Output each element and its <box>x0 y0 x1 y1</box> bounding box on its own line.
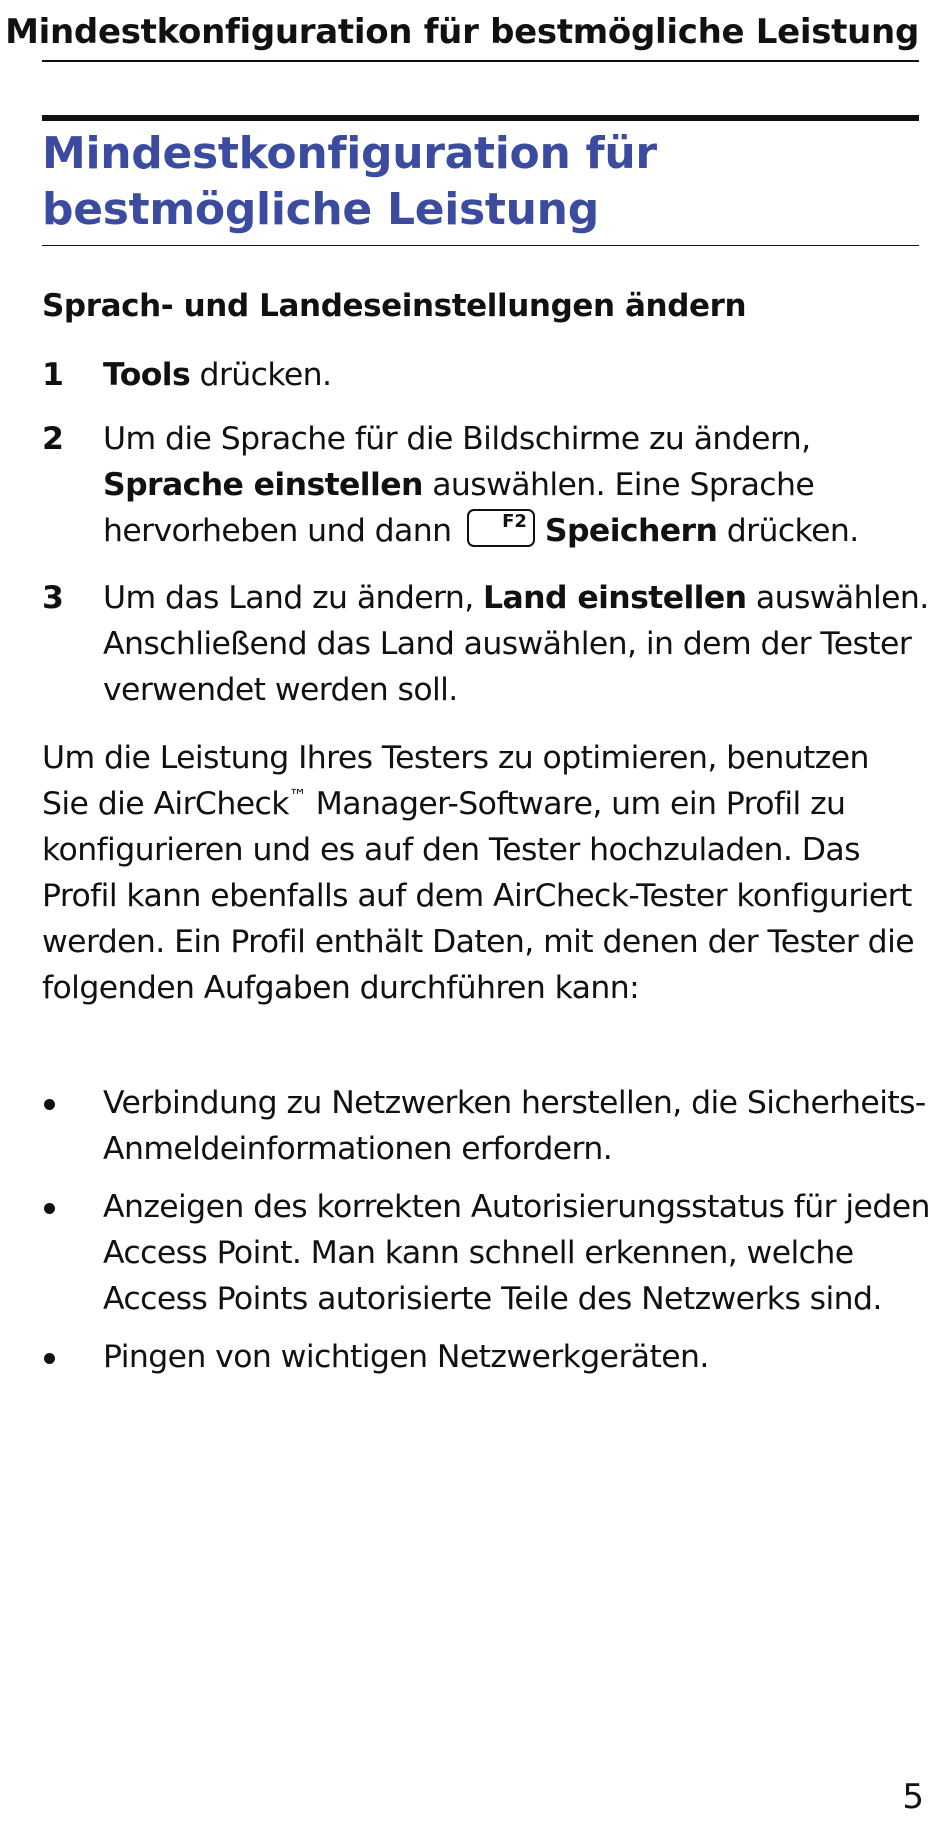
f2-key-icon <box>467 509 535 547</box>
paragraph-text: Manager-Software, um ein Profil zu konfigurieren und es auf den Tester hochzuladen. Das Profil kann ebenfalls auf dem AirCheck-Tester konfiguriert werden. Ein Profil enthält Daten, mit denen der Tester die folgenden Aufgaben durchführen kann: <box>42 786 915 1006</box>
step-text-part: drücken. <box>717 513 859 549</box>
step-number: 3 <box>42 580 64 616</box>
list-item-text: Anzeigen des korrekten Autorisierungsstatus für jeden Access Point. Man kann schnell erkennen, welche Access Points autorisierte Teile des Netzwerks sind. <box>103 1189 930 1317</box>
bullet-icon <box>44 1353 55 1364</box>
step-text <box>103 575 930 713</box>
step-text <box>103 352 930 398</box>
list-item-text: Verbindung zu Netzwerken herstellen, die Sicherheits-Anmeldeinformationen erfordern. <box>103 1085 926 1167</box>
list-item <box>42 1334 930 1380</box>
key-label: F2 <box>502 511 527 532</box>
list-item <box>42 1080 930 1172</box>
bullet-icon <box>44 1099 55 1110</box>
step-bold-term: Sprache einstellen <box>103 467 423 503</box>
step-1 <box>42 352 930 398</box>
step-bold-term: Speichern <box>544 513 718 549</box>
running-header: Mindestkonfiguration für bestmögliche Leistung <box>5 12 919 52</box>
step-2 <box>42 416 930 554</box>
intro-paragraph <box>42 735 919 1011</box>
step-text <box>103 416 930 554</box>
bullet-icon <box>44 1203 55 1214</box>
header-rule <box>42 60 919 62</box>
step-text-part: auswählen. Eine Sprache hervorheben und dann <box>103 467 815 549</box>
list-item <box>42 1184 930 1322</box>
list-item-text: Pingen von wichtigen Netzwerkgeräten. <box>103 1339 709 1375</box>
step-bold-term: Land einstellen <box>483 580 747 616</box>
step-bold-term: Tools <box>103 357 191 393</box>
section-heading: Mindestkonfiguration für bestmögliche Leistung <box>42 128 657 235</box>
paragraph-text: Um die Leistung Ihres Testers zu optimieren, benutzen Sie die AirCheck <box>42 740 869 822</box>
subheading: Sprach- und Landeseinstellungen ändern <box>42 288 747 324</box>
page-number: 5 <box>902 1777 924 1817</box>
step-text-part: Um das Land zu ändern, <box>103 580 484 616</box>
feature-list <box>42 1080 930 1392</box>
step-number: 2 <box>42 421 64 457</box>
trademark-symbol: ™ <box>288 786 307 807</box>
step-text-part: drücken. <box>190 357 332 393</box>
section-rule <box>42 115 919 121</box>
step-text-part: auswählen. Anschließend das Land auswählen, in dem der Tester verwendet werden soll. <box>103 580 929 708</box>
heading-underline <box>42 245 919 246</box>
step-3 <box>42 575 930 713</box>
step-text-part: Um die Sprache für die Bildschirme zu ändern, <box>103 421 811 457</box>
step-number: 1 <box>42 357 64 393</box>
